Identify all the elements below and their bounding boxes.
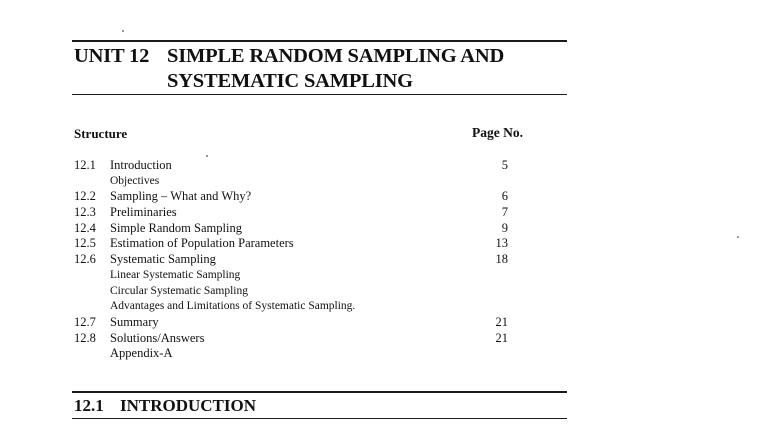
structure-heading: Structure: [74, 126, 128, 141]
unit-title: [74, 44, 504, 94]
toc-row: [74, 284, 534, 300]
table-of-contents: [74, 158, 534, 362]
toc-row: [74, 158, 534, 174]
toc-row: [74, 205, 534, 221]
toc-row: [74, 346, 534, 362]
toc-title: Appendix-A: [110, 346, 173, 361]
scan-speck: [206, 155, 208, 157]
toc-page: 6: [501, 189, 508, 204]
section-bottom-rule: [72, 418, 567, 419]
toc-number: 12.4: [74, 220, 96, 235]
toc-row: [74, 189, 534, 205]
section-heading: [74, 396, 256, 416]
section-title: INTRODUCTION: [120, 396, 257, 415]
title-rule: [72, 94, 567, 95]
toc-row: [74, 174, 534, 190]
top-rule: [72, 40, 567, 42]
toc-title: Objectives: [110, 174, 160, 187]
toc-number: 12.7: [74, 314, 96, 329]
unit-title-line1: SIMPLE RANDOM SAMPLING AND: [167, 45, 505, 67]
toc-title: Circular Systematic Sampling: [110, 284, 248, 297]
toc-page: 5: [501, 158, 508, 172]
toc-row: [74, 221, 534, 237]
toc-title: Sampling – What and Why?: [110, 189, 252, 204]
section-number: 12.1: [74, 396, 104, 415]
section-top-rule: [72, 391, 567, 393]
toc-number: 12.1: [74, 158, 96, 172]
toc-page: 9: [501, 220, 508, 235]
toc-number: 12.3: [74, 205, 96, 220]
toc-number: 12.5: [74, 236, 96, 251]
toc-title: Linear Systematic Sampling: [110, 268, 241, 281]
toc-page: 21: [495, 314, 508, 329]
unit-number: UNIT 12: [74, 45, 150, 67]
toc-title: Advantages and Limitations of Systematic Sampling.: [110, 300, 356, 313]
toc-title: Preliminaries: [110, 205, 177, 220]
toc-row: [74, 331, 534, 347]
toc-title: Introduction: [110, 158, 172, 172]
unit-title-line2: SYSTEMATIC SAMPLING: [167, 70, 413, 92]
toc-page: 21: [495, 330, 508, 345]
toc-page: 7: [501, 205, 508, 220]
toc-title: Solutions/Answers: [110, 330, 205, 345]
toc-title: Simple Random Sampling: [110, 220, 242, 235]
scan-speck: [737, 236, 739, 238]
toc-title: Estimation of Population Parameters: [110, 236, 294, 251]
toc-row: [74, 315, 534, 331]
toc-row: [74, 268, 534, 284]
scan-speck: [122, 30, 124, 32]
toc-number: 12.8: [74, 330, 96, 345]
toc-number: 12.6: [74, 252, 96, 267]
toc-title: Summary: [110, 314, 159, 329]
toc-row: [74, 252, 534, 268]
toc-row: [74, 236, 534, 252]
toc-page: 13: [495, 236, 508, 251]
toc-title: Systematic Sampling: [110, 252, 216, 267]
toc-page: 18: [495, 252, 508, 267]
toc-number: 12.2: [74, 189, 96, 204]
page-number-heading: Page No.: [472, 125, 523, 140]
toc-row: [74, 299, 534, 315]
